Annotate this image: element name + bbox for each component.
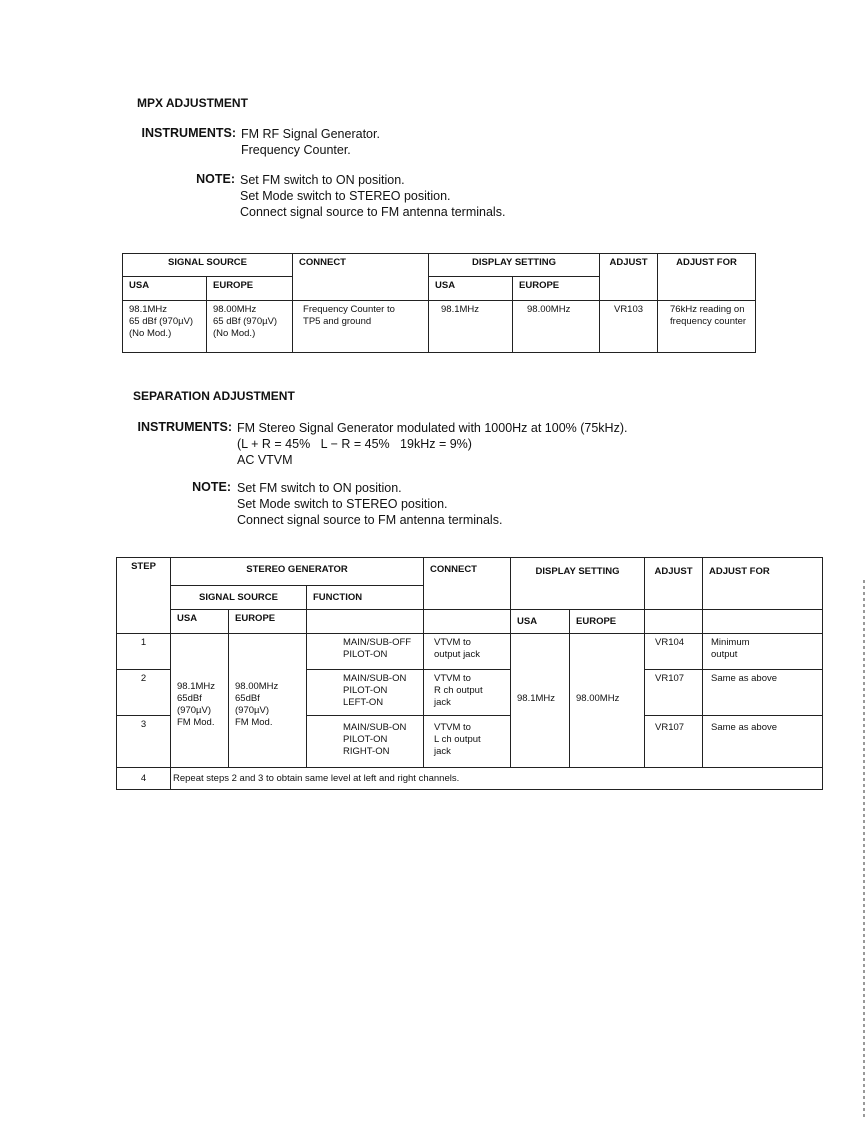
cell-line: 98.1MHz — [177, 681, 216, 692]
mpx-h-signal-source: SIGNAL SOURCE — [123, 254, 293, 277]
mpx-note: Set Mode switch to STEREO position. — [240, 189, 451, 203]
sep-h-usa2: USA — [511, 610, 570, 634]
sep-h-function-spacer — [307, 610, 424, 634]
mpx-instruments-label: INSTRUMENTS: — [141, 126, 236, 140]
step-function — [307, 670, 424, 716]
cell-line: jack — [434, 746, 451, 757]
mpx-note: Connect signal source to FM antenna terminals. — [240, 205, 506, 219]
cell-line: MAIN/SUB-OFF — [343, 637, 412, 648]
step-function — [307, 716, 424, 768]
cell-line: (No Mod.) — [129, 328, 172, 339]
sep-h-stereo-generator: STEREO GENERATOR — [171, 558, 424, 586]
separation-table — [116, 557, 823, 790]
mpx-h-adjust-for-spacer — [658, 277, 756, 301]
sep-title: SEPARATION ADJUSTMENT — [133, 389, 295, 403]
sep-note-label: NOTE: — [192, 480, 231, 494]
sep-h-adjust-for-spacer2 — [703, 610, 823, 634]
sep-h-step-spacer — [117, 586, 171, 610]
cell-line: PILOT-ON — [343, 685, 388, 696]
cell-line: (970µV) — [235, 705, 269, 716]
mpx-h-usa2: USA — [429, 277, 513, 301]
cell-line: VTVM to — [434, 637, 471, 648]
mpx-instruments-list — [241, 126, 380, 158]
sep-h-step-spacer2 — [117, 610, 171, 634]
step-number: 4 — [117, 768, 171, 790]
cell-line: output — [711, 649, 738, 660]
mpx-src-europe — [207, 301, 293, 353]
sep-h-connect-spacer — [424, 586, 511, 610]
cell-line: MAIN/SUB-ON — [343, 722, 407, 733]
sep-note: Connect signal source to FM antenna terminals. — [237, 513, 503, 527]
step-adjust-for — [703, 634, 823, 670]
sep-h-adjust: ADJUST — [645, 558, 703, 586]
step-number: 2 — [117, 670, 171, 716]
sep-notes — [237, 480, 502, 528]
step-function — [307, 634, 424, 670]
table-row — [117, 634, 823, 670]
sep-h-europe2: EUROPE — [570, 610, 645, 634]
step4-text: Repeat steps 2 and 3 to obtain same level at left and right channels. — [171, 768, 823, 790]
mpx-h-adjust: ADJUST — [600, 254, 658, 277]
sep-instrument: FM Stereo Signal Generator modulated with 1000Hz at 100% (75kHz). — [237, 421, 628, 435]
mpx-title: MPX ADJUSTMENT — [137, 96, 248, 110]
step-connect — [424, 670, 511, 716]
mpx-h-connect: CONNECT — [293, 254, 429, 277]
cell-line: RIGHT-ON — [343, 746, 390, 757]
mpx-instrument: FM RF Signal Generator. — [241, 127, 380, 141]
cell-line: Same as above — [711, 722, 778, 733]
cell-line: Minimum — [711, 637, 750, 648]
cell-line: 65 dBf (970µV) — [213, 316, 278, 327]
cell-line: FM Mod. — [235, 717, 273, 728]
sep-h-signal-source: SIGNAL SOURCE — [171, 586, 307, 610]
cell-line: FM Mod. — [177, 717, 215, 728]
mpx-h-adjust-for: ADJUST FOR — [658, 254, 756, 277]
mpx-table — [122, 253, 756, 353]
sep-disp-europe: 98.00MHz — [570, 634, 645, 768]
mpx-connect — [293, 301, 429, 353]
sep-instrument: (L + R = 45% L − R = 45% 19kHz = 9%) — [237, 437, 472, 451]
mpx-notes — [240, 172, 505, 220]
cell-line: frequency counter — [670, 316, 747, 327]
mpx-h-adjust-spacer — [600, 277, 658, 301]
sep-h-connect-spacer2 — [424, 610, 511, 634]
cell-line: 65dBf — [235, 693, 260, 704]
step-connect — [424, 634, 511, 670]
cell-line: Frequency Counter to — [303, 304, 395, 315]
cell-line: 65 dBf (970µV) — [129, 316, 194, 327]
step-number: 3 — [117, 716, 171, 768]
mpx-adjust-for — [658, 301, 756, 353]
mpx-h-connect-spacer — [293, 277, 429, 301]
cell-line: 98.00MHz — [235, 681, 279, 692]
mpx-disp-europe: 98.00MHz — [513, 301, 600, 353]
sep-h-display-spacer — [511, 586, 645, 610]
sep-h-step: STEP — [117, 558, 171, 586]
mpx-src-usa — [123, 301, 207, 353]
mpx-disp-usa: 98.1MHz — [429, 301, 513, 353]
cell-line: VTVM to — [434, 722, 471, 733]
step-adjust: VR107 — [645, 670, 703, 716]
step-adjust-for — [703, 716, 823, 768]
sep-h-adjust-for-spacer — [703, 586, 823, 610]
sep-h-display-setting: DISPLAY SETTING — [511, 558, 645, 586]
cell-line: 65dBf — [177, 693, 202, 704]
cell-line: TP5 and ground — [303, 316, 372, 327]
cell-line: 98.00MHz — [213, 304, 257, 315]
sep-note: Set Mode switch to STEREO position. — [237, 497, 448, 511]
sep-h-usa: USA — [171, 610, 229, 634]
sep-disp-usa: 98.1MHz — [511, 634, 570, 768]
cell-line: VTVM to — [434, 673, 471, 684]
sep-instruments-list — [237, 420, 627, 468]
cell-line: L ch output — [434, 734, 481, 745]
step-connect — [424, 716, 511, 768]
mpx-h-display-setting: DISPLAY SETTING — [429, 254, 600, 277]
cell-line: PILOT-ON — [343, 734, 388, 745]
mpx-note-label: NOTE: — [196, 172, 235, 186]
cell-line: MAIN/SUB-ON — [343, 673, 407, 684]
sep-h-connect: CONNECT — [424, 558, 511, 586]
cell-line: Same as above — [711, 673, 778, 684]
cell-line: 98.1MHz — [129, 304, 168, 315]
cell-line: (970µV) — [177, 705, 211, 716]
mpx-note: Set FM switch to ON position. — [240, 173, 405, 187]
step-number: 1 — [117, 634, 171, 670]
step-adjust-for — [703, 670, 823, 716]
cell-line: (No Mod.) — [213, 328, 256, 339]
sep-h-function: FUNCTION — [307, 586, 424, 610]
cell-line: 76kHz reading on — [670, 304, 745, 315]
sep-h-europe: EUROPE — [229, 610, 307, 634]
mpx-instrument: Frequency Counter. — [241, 143, 351, 157]
step-adjust: VR104 — [645, 634, 703, 670]
mpx-h-usa: USA — [123, 277, 207, 301]
mpx-adjust: VR103 — [600, 301, 658, 353]
cell-line: output jack — [434, 649, 480, 660]
sep-src-usa — [171, 634, 229, 768]
cell-line: PILOT-ON — [343, 649, 388, 660]
cell-line: R ch output — [434, 685, 483, 696]
step-adjust: VR107 — [645, 716, 703, 768]
sep-h-adjust-for: ADJUST FOR — [703, 558, 823, 586]
sep-note: Set FM switch to ON position. — [237, 481, 402, 495]
sep-instrument: AC VTVM — [237, 453, 293, 467]
cell-line: jack — [434, 697, 451, 708]
cell-line: LEFT-ON — [343, 697, 384, 708]
sep-instruments-label: INSTRUMENTS: — [137, 420, 232, 434]
sep-h-adjust-spacer — [645, 586, 703, 610]
mpx-h-europe2: EUROPE — [513, 277, 600, 301]
mpx-h-europe: EUROPE — [207, 277, 293, 301]
sep-src-europe — [229, 634, 307, 768]
sep-h-adjust-spacer2 — [645, 610, 703, 634]
table-row — [117, 768, 823, 790]
